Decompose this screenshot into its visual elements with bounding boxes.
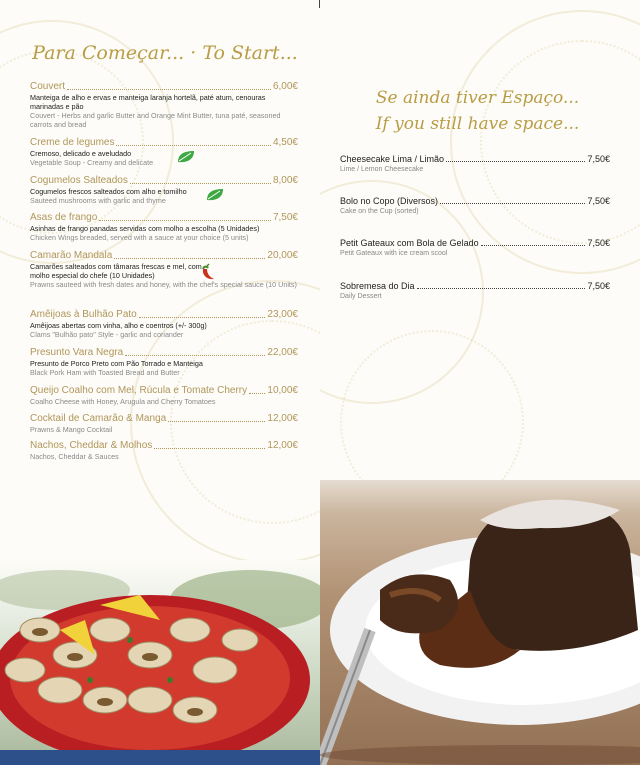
- item-price: 7,50€: [587, 196, 610, 206]
- item-desc-pt: Manteiga de alho e ervas e manteiga laranja hortelã, paté atum, cenouras marinadas e pão: [30, 93, 266, 111]
- item-price: 12,00€: [267, 413, 298, 424]
- section-title-dessert: Se ainda tiver Espaço...: [375, 88, 580, 108]
- item-name: Cocktail de Camarão & Manga: [30, 413, 167, 424]
- item-price: 7,50€: [587, 154, 610, 164]
- item-name: Sobremesa do Dia: [340, 281, 415, 291]
- item-desc-en: Couvert - Herbs and garlic Butter and Orange Mint Butter, tuna paté, seasoned carrots and bread: [30, 111, 281, 129]
- section-title-to-start: Para Começar... · To Start...: [32, 42, 298, 64]
- item-name: Cogumelos Salteados: [30, 175, 128, 186]
- item-desc-en: Daily Dessert: [340, 293, 382, 300]
- item-name: Asas de frango: [30, 212, 98, 223]
- lava-cake-photo: [320, 480, 640, 765]
- item-price: 20,00€: [267, 250, 298, 261]
- item-desc-pt: Camarões salteados com tâmaras frescas e mel, com molho especial do chefe (10 Unidades): [30, 262, 202, 280]
- item-name: Cheesecake Lima / Limão: [340, 154, 445, 164]
- item-price: 7,50€: [587, 238, 610, 248]
- menu-item: [30, 347, 298, 377]
- item-desc-pt: Asinhas de frango panadas servidas com molho a escolha (5 Unidades): [30, 224, 260, 233]
- fold-mark: [319, 0, 320, 8]
- item-name: Presunto Vara Negra: [30, 347, 124, 358]
- item-desc-en: Vegetable Soup - Creamy and delicate: [30, 158, 154, 167]
- menu-item: [30, 385, 298, 406]
- item-desc-en: Cake on the Cup (sorted): [340, 208, 419, 215]
- item-desc-en: Petit Gateaux with ice cream scool: [340, 250, 448, 257]
- menu-item: [30, 81, 298, 129]
- item-price: 22,00€: [267, 347, 298, 358]
- item-desc-en: Black Pork Ham with Toasted Bread and Butter: [30, 368, 180, 377]
- item-name: Couvert: [30, 81, 66, 92]
- item-name: Camarão Mandala: [30, 250, 113, 261]
- menu-item: [340, 196, 610, 216]
- menu-item: [30, 413, 298, 434]
- item-price: 23,00€: [267, 309, 298, 320]
- vegan-leaf-icon: [176, 150, 196, 164]
- item-name: Queijo Coalho com Mel, Rúcula e Tomate Cherry: [30, 385, 248, 396]
- item-price: 12,00€: [267, 440, 298, 451]
- menu-item: [30, 440, 298, 461]
- item-desc-en: Lime / Lemon Cheesecake: [340, 166, 424, 173]
- item-price: 10,00€: [267, 385, 298, 396]
- menu-item: [340, 154, 610, 174]
- item-desc-pt: Amêijoas abertas com vinha, alho e coentros (+/- 300g): [30, 321, 207, 330]
- item-price: 4,50€: [272, 137, 298, 148]
- item-desc-en: Coalho Cheese with Honey, Arugula and Cherry Tomatoes: [30, 397, 216, 406]
- item-name: Nachos, Cheddar & Molhos: [30, 440, 153, 451]
- item-price: 6,00€: [272, 81, 298, 92]
- clams-photo: [0, 560, 320, 765]
- item-desc-en: Chicken Wings breaded, served with a sauce at your choice (5 units): [30, 233, 249, 242]
- item-price: 7,50€: [272, 212, 298, 223]
- item-desc-pt: Presunto de Porco Preto com Pão Torrado e Manteiga: [30, 359, 203, 368]
- menu-item: [30, 309, 298, 339]
- item-desc-pt: Cogumelos frescos salteados com alho e tomilho: [30, 187, 187, 196]
- right-page: [320, 0, 640, 765]
- item-name: Creme de legumes: [30, 137, 115, 148]
- chili-icon: [199, 263, 217, 281]
- item-name: Bolo no Copo (Diversos): [340, 196, 439, 206]
- menu-item: [30, 137, 298, 167]
- item-name: Petit Gateaux com Bola de Gelado: [340, 238, 479, 248]
- item-desc-en: Clams "Bulhão pato" Style - garlic and coriander: [30, 330, 184, 339]
- menu-item: [340, 281, 610, 301]
- item-price: 7,50€: [587, 281, 610, 291]
- vegan-leaf-icon: [205, 188, 225, 202]
- item-price: 8,00€: [272, 175, 298, 186]
- menu-item: [30, 212, 298, 242]
- menu-item: [30, 175, 298, 205]
- item-desc-en: Nachos, Cheddar & Sauces: [30, 452, 119, 461]
- item-desc-en: Sauteed mushrooms with garlic and thyme: [30, 196, 166, 205]
- item-desc-en: Prawns sauteed with fresh dates and honey, with the chef's special sauce (10 Units): [30, 280, 297, 289]
- section-title-dessert-en: If you still have space...: [375, 114, 580, 134]
- menu-item: [30, 250, 298, 289]
- item-desc-pt: Cremoso, delicado e aveludado: [30, 149, 132, 158]
- item-name: Amêijoas à Bulhão Pato: [30, 309, 137, 320]
- menu-item: [340, 238, 610, 258]
- item-desc-en: Prawns & Mango Cocktail: [30, 425, 113, 434]
